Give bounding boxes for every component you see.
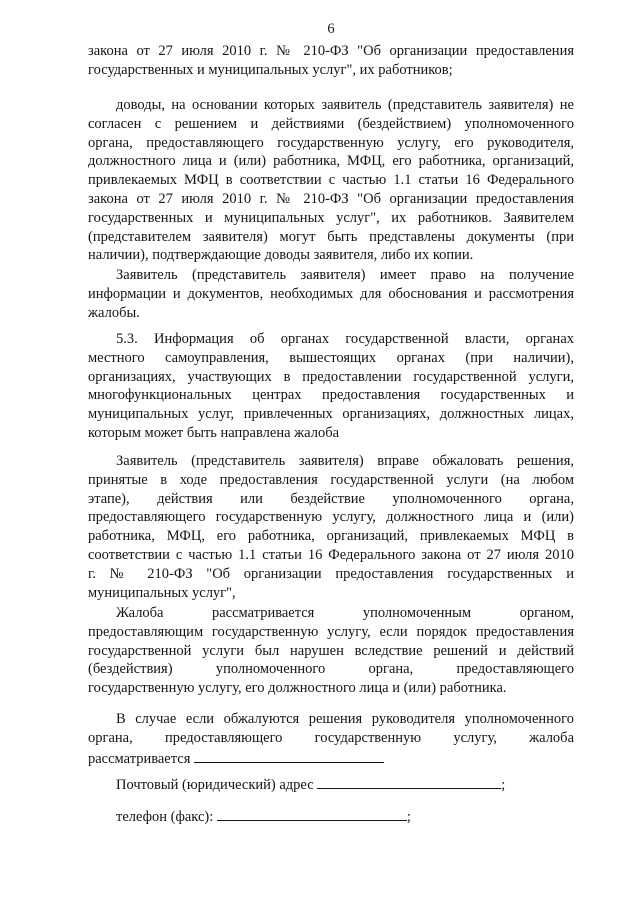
paragraph-complaint-review (88, 604, 574, 698)
text-line: согласен с решением и действиями (бездействием) уполномоченного (88, 115, 574, 132)
text-line: муниципальных услуг, привлеченных организациях, должностных лицах, (88, 406, 574, 423)
text-line: работника, МФЦ, его работника, организаций, привлекаемых МФЦ в (88, 528, 574, 545)
postal-address-blank[interactable] (317, 774, 501, 789)
postal-address-field (116, 774, 505, 795)
text-line: которым может быть направлена жалоба (88, 424, 340, 441)
text-line: 5.3. Информация об органах государственной власти, органах (116, 331, 574, 347)
postal-address-suffix: ; (501, 777, 506, 793)
text-line: Заявитель (представитель заявителя) вправе обжаловать решения, (116, 453, 574, 469)
postal-address-label: Почтовый (юридический) адрес (116, 777, 314, 793)
text-line: закона от 27 июля 2010 г. № 210-ФЗ "Об организации предоставления (88, 190, 574, 207)
text-line: г. № 210-ФЗ "Об организации предоставления государственных и (88, 565, 574, 582)
text-line: доводы, на основании которых заявитель (представитель заявителя) не (116, 97, 574, 113)
text-line: должностного лица и (или) работника, МФЦ, его работника, организаций, (88, 153, 574, 170)
text-line: наличии), подтверждающие доводы заявителя, либо их копии. (88, 247, 474, 264)
text-line: муниципальных услуг", (88, 584, 236, 601)
text-line: информации и документов, необходимых для обоснования и рассмотрения (88, 285, 574, 302)
text-line: Заявитель (представитель заявителя) имеет право на получение (116, 267, 574, 283)
phone-suffix: ; (406, 809, 411, 825)
text-line (88, 748, 574, 769)
text-line: государственных и муниципальных услуг", их работников. Заявителем (88, 209, 574, 226)
document-page (88, 0, 574, 905)
phone-field (116, 806, 411, 827)
text-line: государственной услуги был нарушен вследствие решений и действий (88, 642, 574, 659)
text-line: соответствии с частью 1.1 статьи 16 Федерального закона от 27 июля 2010 (88, 546, 574, 563)
text-line: (бездействия) уполномоченного органа, предоставляющего (88, 661, 574, 678)
text-line: организациях, участвующих в предоставлении государственной услуги, (88, 368, 574, 385)
text-line: предоставляющего государственную услугу, должностного лица и (или) (88, 509, 574, 526)
phone-blank[interactable] (217, 806, 407, 821)
text-line: закона от 27 июля 2010 г. № 210-ФЗ "Об организации предоставления (88, 43, 574, 59)
text-line: предоставляющим государственную услугу, если порядок предоставления (88, 623, 574, 640)
text-line: привлекаемых МФЦ в соответствии с частью 1.1 статьи 16 Федерального (88, 172, 574, 189)
text-line: Жалоба рассматривается уполномоченным органом, (116, 605, 574, 621)
paragraph-law-reference (88, 42, 574, 80)
text-line: органа, предоставляющего государственную услугу, его руководителя, (88, 134, 574, 151)
paragraph-right-to-information (88, 266, 574, 322)
paragraph-head-decisions (88, 710, 574, 768)
text-line: жалобы. (88, 304, 140, 321)
text-line: многофункциональных центрах предоставления государственных и (88, 387, 574, 404)
text-line: органа, предоставляющего государственную услугу, жалоба (88, 729, 574, 746)
text-line: этапе), действия или бездействие уполномоченного органа, (88, 490, 574, 507)
text-line: (представителем заявителя) могут быть представлены документы (при (88, 228, 574, 245)
paragraph-section-5-3 (88, 330, 574, 443)
paragraph-right-to-appeal (88, 452, 574, 602)
page-number: 6 (327, 21, 335, 37)
text-line: государственную услугу, его должностного лица и (или) работника. (88, 680, 507, 697)
phone-label: телефон (факс): (116, 809, 214, 825)
text-fragment: рассматривается (88, 750, 191, 767)
paragraph-arguments (88, 96, 574, 265)
text-line: государственных и муниципальных услуг", их работников; (88, 61, 453, 78)
text-line: принятые в ходе предоставления государственной услуги (на любом (88, 471, 574, 488)
text-line: В случае если обжалуются решения руководителя уполномоченного (116, 711, 574, 727)
text-line: местного самоуправления, вышестоящих органах (при наличии), (88, 349, 574, 366)
fill-in-blank[interactable] (194, 748, 384, 763)
